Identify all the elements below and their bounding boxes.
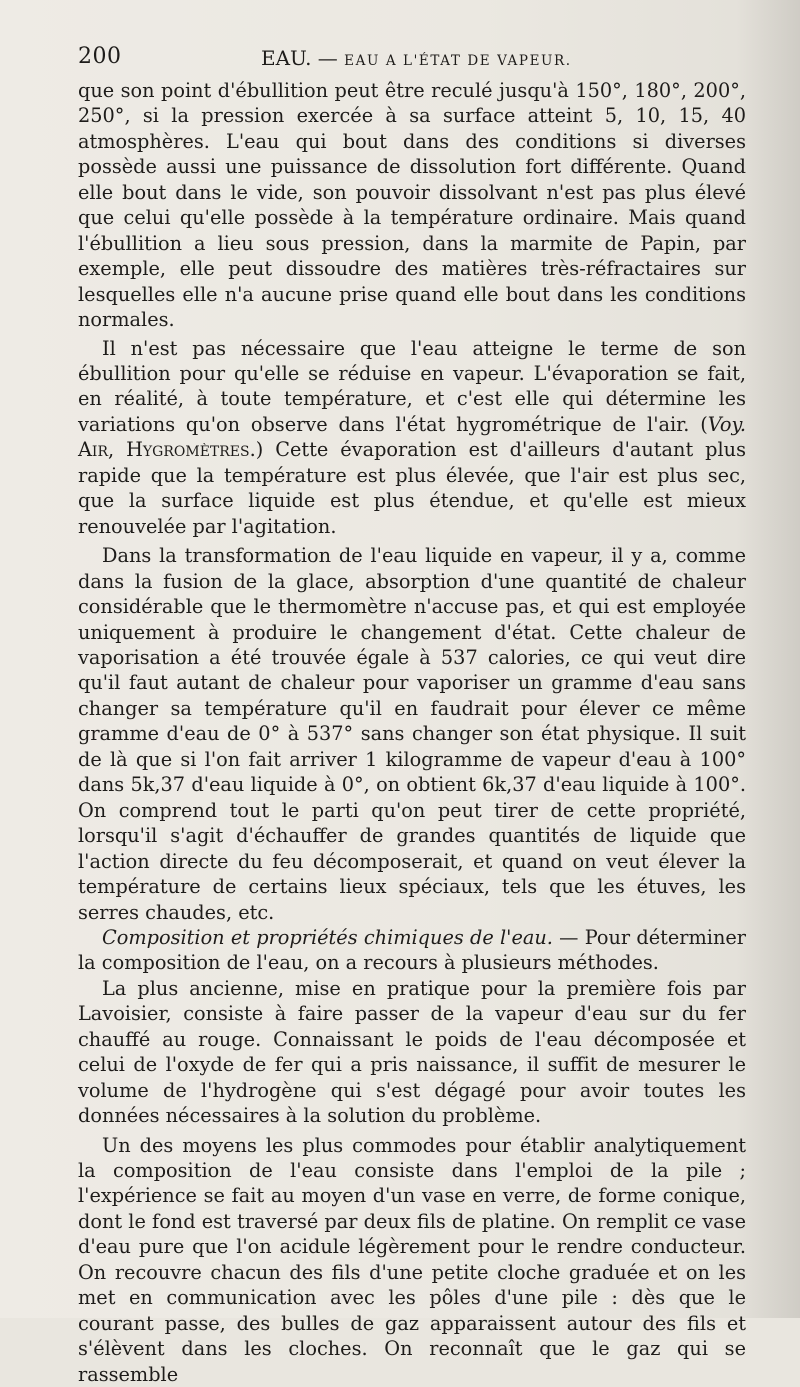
paragraph-lavoisier-method: La plus ancienne, mise en pratique pour la première fois par Lavoisier, consiste à faire passer de la vapeur d'eau sur du fer chauffé au rouge. Connaissant le poids de l'eau décomposée et celui de l'oxyde de fer qui a pris naissance, il suffit de mesurer le volume de l'hydrogène qui s'est dégagé pour avoir toutes les données nécessaires à la solution du problème. (78, 976, 746, 1128)
paragraph-boiling-under-pressure: que son point d'ébullition peut être reculé jusqu'à 150°, 180°, 200°, 250°, si la pression exercée à sa surface atteint 5, 10, 15, 40 atmosphères. L'eau qui bout dans des conditions si diverses possède aussi une puissance de dissolution fort différente. Quand elle bout dans le vide, son pouvoir dissolvant n'est pas plus élevé que celui qu'elle possède à la température ordinaire. Mais quand l'ébullition a lieu sous pression, dans la marmite de Papin, par exemple, elle peut dissoudre des matières très-réfractaires sur lesquelles elle n'a aucune prise quand elle bout dans les conditions normales. (78, 79, 746, 332)
cross-references: Air, Hygromètres. (78, 438, 256, 462)
voy-abbreviation: Voy. (707, 412, 746, 436)
section-heading-composition: Composition et propriétés chimiques de l'eau. (102, 925, 553, 949)
page-number: 200 (78, 44, 122, 69)
paragraph-composition-heading (78, 925, 746, 976)
composition-intro-text: — Pour déterminer la composition de l'eau, on a recours à plusieurs méthodes. (78, 925, 746, 975)
evaporation-text-before: Il n'est pas nécessaire que l'eau atteigne le terme de son ébullition pour qu'elle se réduise en vapeur. L'évaporation se fait, en réalité, à toute température, et c'est elle qui détermine les variations qu'on observe dans l'état hygrométrique de l'air. ( (78, 336, 746, 436)
running-head (261, 46, 572, 70)
body-text (78, 78, 746, 1387)
evaporation-text-after: ) Cette évaporation est d'ailleurs d'autant plus rapide que la température est plus élevée, que l'air est plus sec, que la surface liquide est plus étendue, et qu'elle est mieux renouvelée par l'agitation. (78, 438, 746, 538)
paragraph-evaporation (78, 336, 746, 540)
running-head-title: EAU. (261, 46, 312, 70)
paragraph-electrolysis-method: Un des moyens les plus commodes pour établir analytiquement la composition de l'eau consiste dans l'emploi de la pile ; l'expérience se fait au moyen d'un vase en verre, de forme conique, dont le fond est traversé par deux fils de platine. On remplit ce vase d'eau pure que l'on acidule légèrement pour le rendre conducteur. On recouvre chacun des fils d'une petite cloche graduée et on les met en communication avec les pôles d'une pile : dès que le courant passe, des bulles de gaz apparaissent autour des fils et s'élèvent dans les cloches. On reconnaît que le gaz qui se rassemble (78, 1133, 746, 1386)
running-head-subtitle: EAU A L'ÉTAT DE VAPEUR. (344, 53, 572, 69)
running-head-dash: — (311, 46, 345, 70)
page-header (78, 44, 746, 74)
paragraph-heat-of-vaporization: Dans la transformation de l'eau liquide en vapeur, il y a, comme dans la fusion de la glace, absorption d'une quantité de chaleur considérable que le thermomètre n'accuse pas, et qui est employée uniquement à produire le changement d'état. Cette chaleur de vaporisation a été trouvée égale à 537 calories, ce qui veut dire qu'il faut autant de chaleur pour vaporiser un gramme d'eau sans changer sa température qu'il en faudrait pour élever ce même gramme d'eau de 0° à 537° sans changer son état physique. Il suit de là que si l'on fait arriver 1 kilogramme de vapeur d'eau à 100° dans 5k,37 d'eau liquide à 0°, on obtient 6k,37 d'eau liquide à 100°. On comprend tout le parti qu'on peut tirer de cette propriété, lorsqu'il s'agit d'échauffer de grandes quantités de liquide que l'action directe du feu décomposerait, et quand on veut élever la température de certains lieux spéciaux, tels que les étuves, les serres chaudes, etc. (78, 544, 746, 924)
